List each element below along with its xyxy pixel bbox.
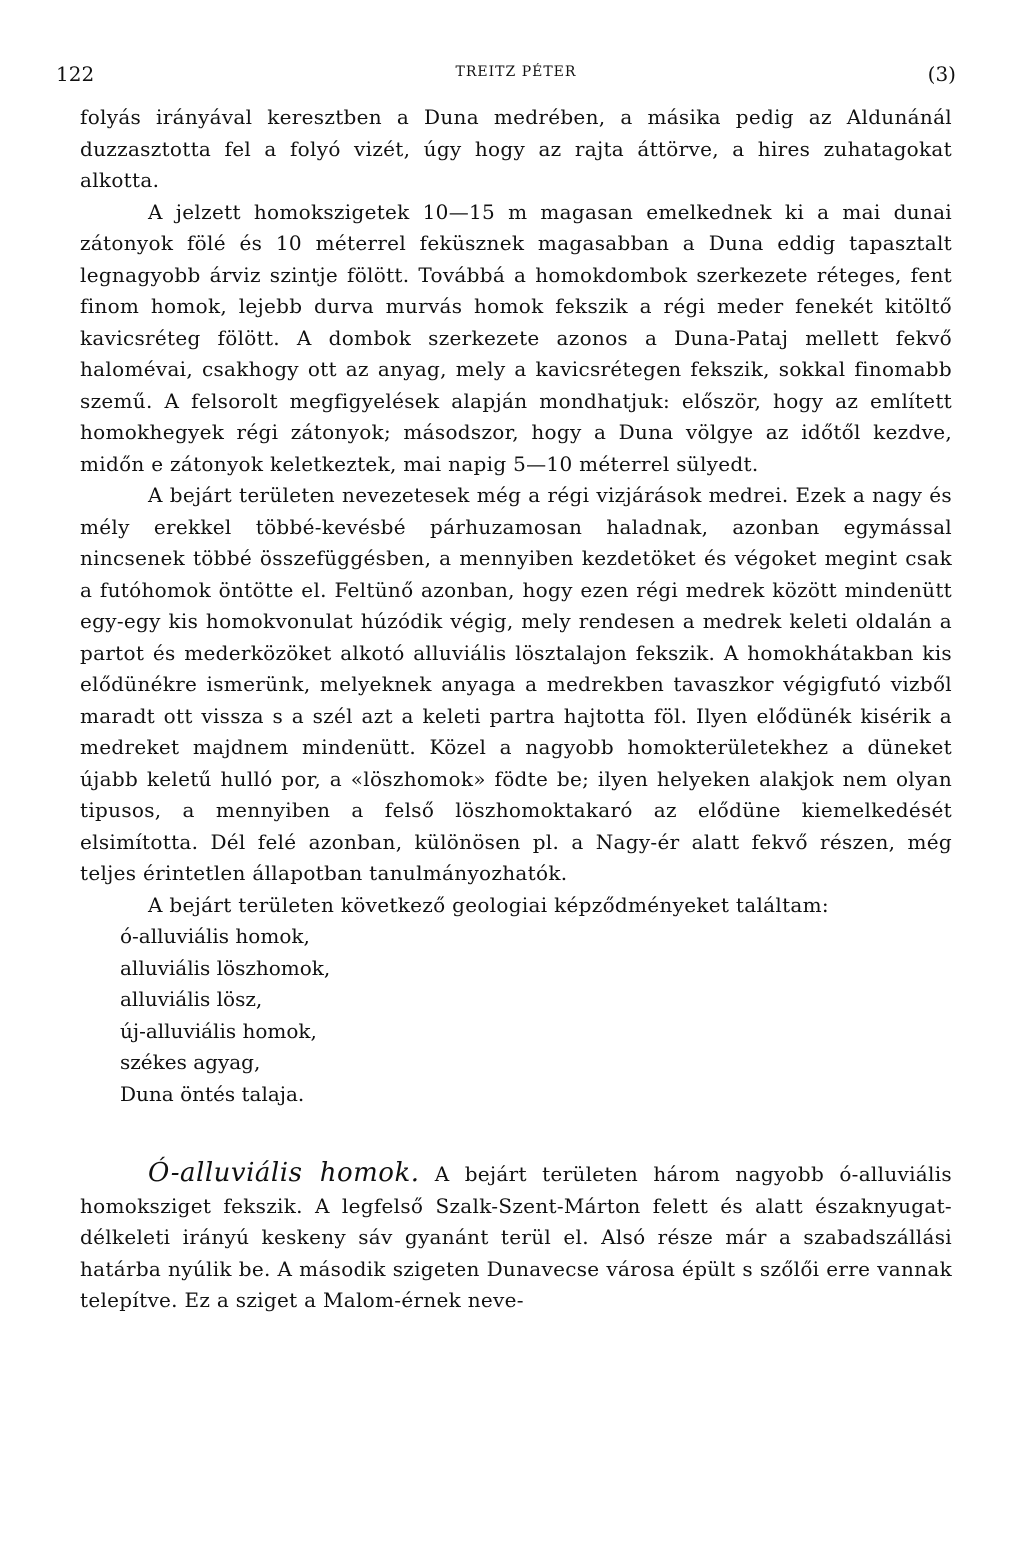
section-body bbox=[80, 1158, 952, 1317]
list-item: székes agyag, bbox=[120, 1050, 261, 1074]
paragraph: A bejárt területen következő geologiai képződményeket találtam: bbox=[148, 892, 829, 917]
paragraph-text: A bejárt területen három nagyobb ó-alluviális homoksziget fekszik. A legfelső Szalk-Szent-Márton felett és alatt északnyugat-délkeleti irányú keskeny sáv gyanánt terül el. Alsó része már a szabadszállási határba nyúlik be. A második szigeten Dunavecse városa épült s szőlői erre vannak telepítve. Ez a sziget a Malom-érnek neve- bbox=[80, 1162, 952, 1312]
section-heading: Ó-alluviális homok. bbox=[148, 1158, 420, 1188]
running-head: TREITZ PÉTER bbox=[455, 64, 577, 80]
list-item: ó-alluviális homok, bbox=[120, 924, 310, 948]
paragraph: A bejárt területen nevezetesek még a régi vizjárások medrei. Ezek a nagy és mély erekkel többé-kevésbé párhuzamosan haladnak, azonban egymással nincsenek többé összefüggésben, a mennyiben kezdetöket és végoket megint csak a futóhomok öntötte el. Feltünő azonban, hogy ezen régi medrek között mindenütt egy-egy kis homokvonulat húzódik végig, mely rendesen a medrek keleti oldalán a partot és mederközöket alkotó alluviális lösztalajon fekszik. A homokhátakban kis elődünékre ismerünk, melyeknek anyaga a medrekben tavaszkor végigfutó vizből maradt ott vissza s a szél azt a keleti partra hajtotta föl. Ilyen elődünék kisérik a medreket majdnem mindenütt. Közel a nagyobb homokterületekhez a düneket újabb keletű hulló por, a «löszhomok» födte be; ilyen helyeken alakjok nem olyan tipusos, a mennyiben a felső löszhomoktakaró az elődüne kiemelkedését elsimította. Dél felé azonban, különösen pl. a Nagy-ér alatt fekvő részen, még teljes érintetlen állapotban tanulmányozhatók. bbox=[80, 483, 952, 885]
body-text bbox=[80, 102, 952, 921]
list-item: Duna öntés talaja. bbox=[120, 1081, 305, 1106]
formations-list bbox=[80, 921, 952, 1110]
spacer bbox=[80, 1110, 952, 1158]
page-number: 122 bbox=[56, 62, 95, 86]
paragraph: A jelzett homokszigetek 10—15 m magasan emelkednek ki a mai dunai zátonyok fölé és 10 méterrel feküsznek magasabban a Duna eddig tapasztalt legnagyobb árviz szintje fölött. Továbbá a homokdombok szerkezete réteges, fent finom homok, lejebb durva murvás homok fekszik a régi meder fenekét kitöltő kavicsréteg fölött. A dombok szerkezete azonos a Duna-Pataj mellett fekvő halomévai, csakhogy ott az anyag, mely a kavicsrétegen fekszik, sokkal finomabb szemű. A felsorolt megfigyelések alapján mondhatjuk: először, hogy az említett homokhegyek régi zátonyok; másodszor, hogy a Duna völgye az időtől kezdve, midőn e zátonyok keletkeztek, mai napig 5—10 méterrel sülyedt. bbox=[80, 199, 952, 476]
list-item: alluviális lösz, bbox=[120, 987, 263, 1011]
page bbox=[56, 62, 956, 1317]
paragraph: folyás irányával keresztben a Duna medrében, a másika pedig az Aldunánál duzzasztotta fel a folyó vizét, úgy hogy az rajta áttörve, a hires zuhatagokat alkotta. bbox=[80, 105, 952, 192]
section-number: (3) bbox=[927, 62, 956, 86]
list-item: új-alluviális homok, bbox=[120, 1018, 317, 1043]
section-paragraph bbox=[80, 1158, 952, 1317]
page-header bbox=[56, 62, 956, 102]
list-item: alluviális löszhomok, bbox=[120, 955, 331, 980]
